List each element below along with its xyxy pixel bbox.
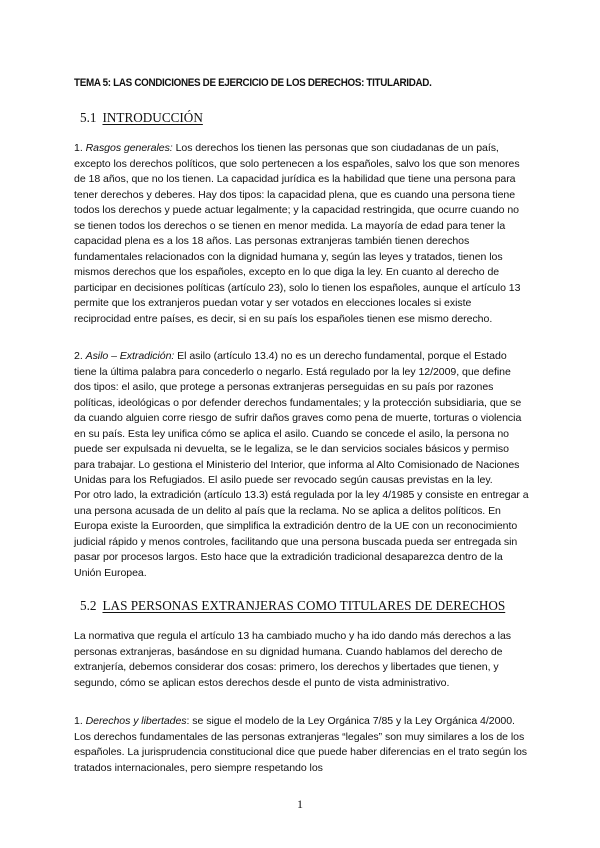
paragraph-text: : se sigue el modelo de la Ley Orgánica 7/85 y la Ley Orgánica 4/2000. Los derechos fundamentales de las personas extranjeras “legales” son muy similares a los de los españoles. La jurisprudencia constitucional dice que puede haber diferencias en el trato según los tratados internacionales, pero siempre respetando los (74, 715, 528, 774)
section-heading-5-1 (80, 110, 203, 126)
paragraph-italic-label: Derechos y libertades (85, 715, 187, 727)
paragraph-lead: 1. (74, 715, 86, 727)
section-heading-5-2 (80, 598, 505, 614)
page-number: 1 (297, 797, 303, 811)
paragraph-lead: 1. (74, 142, 86, 154)
paragraph-text: Los derechos los tienen las personas que son ciudadanas de un país, excepto los derechos políticos, que solo pertenecen a los españoles, salvo los que son menores de 18 años, que no los tienen. La capacidad jurídica es la habilidad que tiene una persona para tener derechos y deberes. Hay dos tipos: la capacidad plena, que es cuando una persona tiene todos los derechos y puede actuar legalmente; y la capacidad restringida, que ocurre cuando no se tienen todos los derechos o se tienen en menor medida. La mayoría de edad para tener la capacidad plena es a los 18 años. Las personas extranjeras también tienen derechos fundamentales relacionados con la dignidad humana y, según las leyes y tratados, tienen los mismos derechos que los españoles, excepto en lo que diga la ley. En cuanto al derecho de participar en decisiones políticas (artículo 23), solo lo tienen los españoles, aunque el artículo 13 permite que los extranjeros puedan votar y ser votados en elecciones locales si existe reciprocidad entre países, es decir, si en su país los españoles tienen ese mismo derecho. (74, 142, 521, 325)
paragraph-lead: 2. (74, 350, 86, 362)
paragraph-italic-label: Asilo – Extradición: (85, 350, 175, 362)
paragraph-asilo-extradicion (74, 349, 530, 489)
paragraph-text: El asilo (artículo 13.4) no es un derecho fundamental, porque el Estado tiene la última palabra para concederlo o negarlo. Está regulado por la ley 12/2009, que define dos tipos: el asilo, que protege a personas extranjeras perseguidas en su país por razones políticas, ideológicas o por defender derechos fundamentales; y la protección subsidiaria, que se da cuando alguien corre riesgo de sufrir daños graves como pena de muerte, torturas o violencia en su país. Esta ley unifica cómo se aplica el asilo. Cuando se concede el asilo, la persona no puede ser expulsada ni devuelta, se le legaliza, se le dan servicios sociales básicos y permiso para trabajar. Lo gestiona el Ministerio del Interior, que informa al Alto Comisionado de Naciones Unidas para los Refugiados. El asilo puede ser revocado según causas previstas en la ley. (74, 350, 522, 486)
paragraph-rasgos-generales (74, 141, 530, 327)
section-number: 5.2 (80, 598, 97, 613)
paragraph-derechos-libertades (74, 714, 530, 776)
paragraph-text: La normativa que regula el artículo 13 ha cambiado mucho y ha ido dando más derechos a las personas extranjeras, basándose en su dignidad humana. Cuando hablamos del derecho de extranjería, debemos considerar dos cosas: primero, los derechos y libertades que tienen, y segundo, cómo se aplican estos derechos desde el punto de vista administrativo. (74, 630, 511, 689)
section-number: 5.1 (80, 110, 97, 125)
paragraph-normativa (74, 629, 530, 691)
section-title: LAS PERSONAS EXTRANJERAS COMO TITULARES DE DERECHOS (102, 598, 506, 613)
paragraph-text: Por otro lado, la extradición (artículo 13.3) está regulada por la ley 4/1985 y consiste en entregar a una persona acusada de un delito al país que la reclama. No se aplica a delitos políticos. En Europa existe la Euroorden, que simplifica la extradición dentro de la UE con un reconocimiento judicial rápido y menos controles, facilitando que una persona buscada pueda ser entregada sin pasar por procesos largos. Esto hace que la extradición tradicional desaparezca dentro de la Unión Europea. (74, 489, 529, 579)
paragraph-italic-label: Rasgos generales: (85, 142, 173, 154)
section-title: INTRODUCCIÓN (102, 110, 203, 125)
document-title: TEMA 5: LAS CONDICIONES DE EJERCICIO DE LOS DERECHOS: TITULARIDAD. (74, 77, 432, 89)
paragraph-extradicion (74, 488, 530, 581)
